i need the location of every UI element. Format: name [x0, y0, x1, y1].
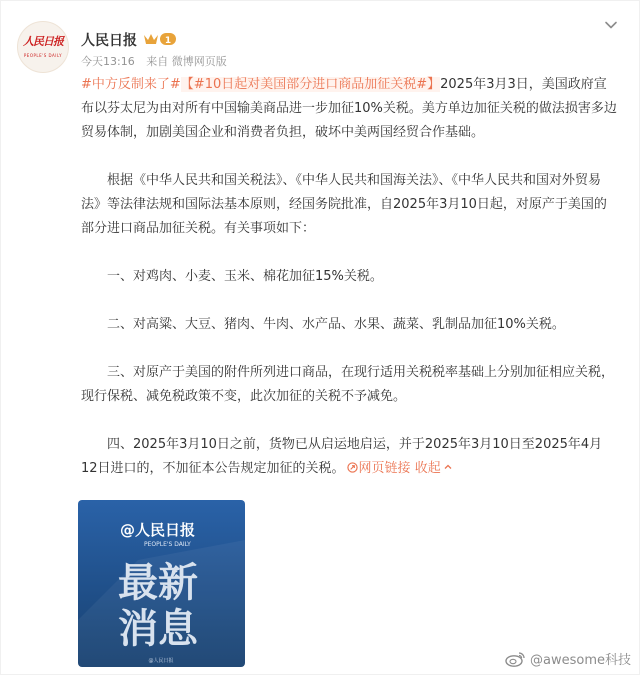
image-brand: @人民日报 [120, 521, 196, 539]
chevron-up-icon [443, 462, 453, 472]
chevron-down-icon[interactable] [603, 17, 619, 33]
image-headline-line-1: 最新 [118, 560, 198, 606]
post-time[interactable]: 今天13:16 [81, 55, 135, 68]
post-image-latest-news[interactable] [78, 500, 245, 667]
vip-crown-badge-icon [142, 31, 178, 47]
image-footer: @人民日报 [148, 658, 174, 664]
paragraph-1-text: 2025年3月3日，美国政府宣布以芬太尼为由对所有中国输美商品进一步加征10%关税。美方单边加征关税的做法损害多边贸易体制，加剧美国企业和消费者负担，破坏中美两国经贸合作基础。 [81, 77, 617, 140]
weibo-logo-icon [504, 651, 526, 667]
avatar-logo-text: 人民日报 [23, 35, 63, 48]
post-body [81, 73, 617, 481]
image-brand-sub: PEOPLE'S DAILY [144, 541, 191, 548]
collapse-label: 收起 [414, 461, 441, 476]
latest-news-graphic [78, 500, 245, 667]
image-headline-line-2: 消息 [118, 606, 198, 652]
post-meta [81, 53, 235, 69]
post-paragraph-5: 三、对原产于美国的附件所列进口商品，在现行适用关税税率基础上分别加征相应关税，现行保税、减免税政策不变，此次加征的关税不予减免。 [81, 365, 615, 404]
web-link-label: 网页链接 [358, 461, 411, 476]
post-source: 来自 微博网页版 [146, 55, 227, 68]
paragraph-6-text: 四、2025年3月10日之前，货物已从启运地启运，并于2025年3月10日至2025年4月12日进口的，不加征本公告规定加征的关税。 [81, 437, 603, 476]
post-paragraph-1 [81, 73, 617, 145]
post-paragraph-2: 根据《中华人民共和国关税法》、《中华人民共和国海关法》、《中华人民共和国对外贸易法》等法律法规和国际法基本原则，经国务院批准，自2025年3月10日起，对原产于美国的部分进口商品加征关税。有关事项如下： [81, 173, 607, 236]
watermark-text: @awesome科技 [530, 653, 631, 668]
account-name[interactable]: 人民日报 [81, 33, 137, 49]
vip-level-number: 1 [164, 36, 172, 46]
post-paragraph-3: 一、对鸡肉、小麦、玉米、棉花加征15%关税。 [107, 269, 383, 284]
web-link[interactable] [345, 461, 411, 476]
post-paragraph-4: 二、对高粱、大豆、猪肉、牛肉、水产品、水果、蔬菜、乳制品加征10%关税。 [107, 317, 565, 332]
topic-tag-2[interactable]: 【#10日起对美国部分进口商品加征关税#】 [180, 77, 441, 92]
avatar-logo-subtext: PEOPLE'S DAILY [23, 53, 63, 58]
post-paragraph-6 [81, 433, 617, 481]
watermark [504, 649, 631, 668]
collapse-button[interactable] [415, 461, 453, 476]
link-icon [347, 462, 358, 473]
topic-tag-1[interactable]: #中方反制来了# [81, 77, 181, 92]
account-avatar[interactable] [17, 21, 69, 73]
